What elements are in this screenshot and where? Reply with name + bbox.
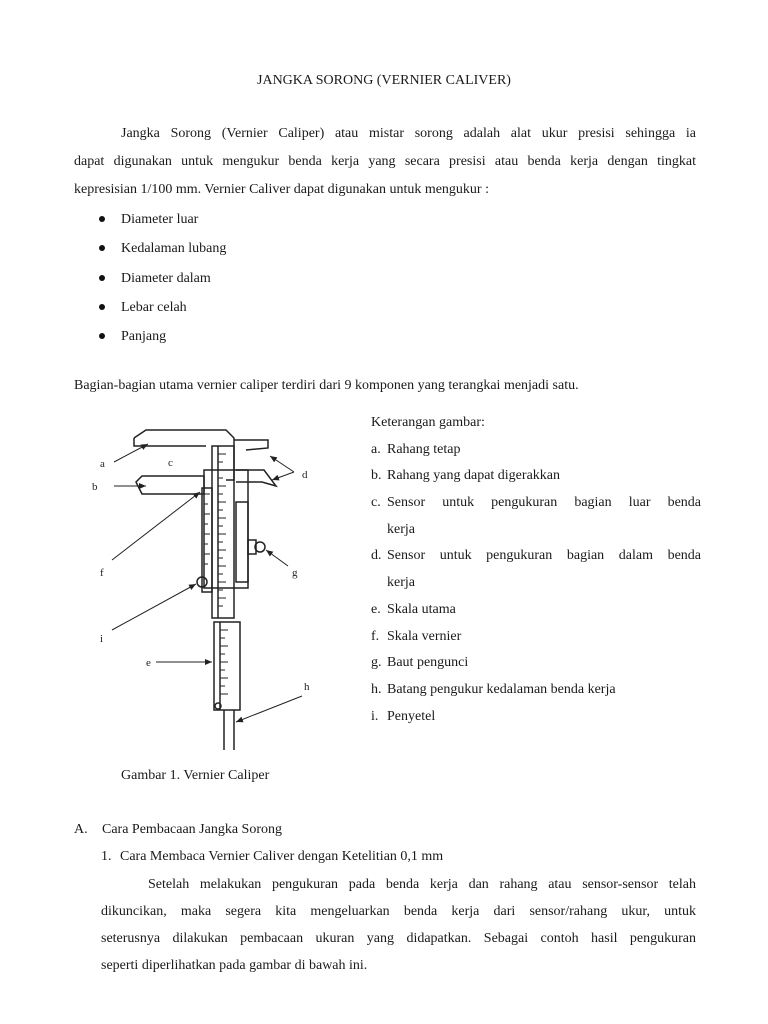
parts-intro: Bagian-bagian utama vernier caliper terdiri dari 9 komponen yang terangkai menjadi satu. bbox=[74, 378, 579, 393]
intro-line-3: kepresisian 1/100 mm. Vernier Caliver dapat digunakan untuk mengukur : bbox=[74, 182, 489, 197]
legend-item-continuation: kerja bbox=[387, 575, 415, 591]
legend-item-continuation: kerja bbox=[387, 521, 415, 537]
intro-line-1: Jangka Sorong (Vernier Caliper) atau mistar sorong adalah alat ukur presisi sehingga ia bbox=[121, 126, 696, 141]
figure-label-g: g bbox=[292, 567, 298, 579]
figure-label-f: f bbox=[100, 567, 104, 579]
vernier-caliper-figure bbox=[86, 410, 348, 755]
bullet-icon bbox=[99, 275, 105, 281]
figure-label-c: c bbox=[168, 457, 173, 469]
legend-item: f. Skala vernier bbox=[371, 628, 462, 644]
figure-label-d: d bbox=[302, 469, 308, 481]
intro-paragraph bbox=[74, 120, 696, 204]
legend-item: b. Rahang yang dapat digerakkan bbox=[371, 468, 560, 484]
bullet-icon bbox=[99, 216, 105, 222]
reading-paragraph bbox=[101, 871, 696, 979]
legend-heading: Keterangan gambar: bbox=[371, 415, 485, 430]
figure-label-a: a bbox=[100, 458, 105, 470]
reading-line-1: Setelah melakukan pengukuran pada benda kerja dan rahang atau sensor-sensor telah bbox=[148, 877, 696, 892]
document-title: JANGKA SORONG (VERNIER CALIVER) bbox=[257, 73, 511, 88]
figure-label-b: b bbox=[92, 481, 98, 493]
reading-line-3: seterusnya dilakukan pembacaan ukuran yang didapatkan. Sebagai contoh hasil pengukuran bbox=[101, 931, 696, 946]
legend-item: i. Penyetel bbox=[371, 708, 436, 724]
vernier-caliper-diagram bbox=[86, 410, 348, 755]
reading-line-4: seperti diperlihatkan pada gambar di bawah ini. bbox=[101, 958, 368, 973]
legend-item: d. Sensor untuk pengukuran bagian dalam benda bbox=[371, 548, 701, 564]
legend-item: a. Rahang tetap bbox=[371, 441, 461, 457]
reading-line-2: dikuncikan, maka segera kita mengeluarkan benda kerja dari sensor/rahang ukur, untuk bbox=[101, 904, 696, 919]
figure-label-i: i bbox=[100, 633, 104, 645]
bullet-icon bbox=[99, 333, 105, 339]
figure-caption: Gambar 1. Vernier Caliper bbox=[121, 768, 270, 783]
legend-item: h. Batang pengukur kedalaman benda kerja bbox=[371, 681, 616, 697]
figure-legend bbox=[371, 410, 701, 730]
legend-item: e. Skala utama bbox=[371, 601, 456, 617]
legend-item: g. Baut pengunci bbox=[371, 655, 469, 671]
bullet-icon bbox=[99, 245, 105, 251]
subsection-1-heading: 1. Cara Membaca Vernier Caliver dengan Ketelitian 0,1 mm bbox=[101, 849, 444, 864]
figure-label-h: h bbox=[304, 681, 310, 693]
bullet-icon bbox=[99, 304, 105, 310]
legend-item: c. Sensor untuk pengukuran bagian luar benda bbox=[371, 495, 701, 511]
intro-line-2: dapat digunakan untuk mengukur benda kerja yang secara presisi atau benda kerja dengan tingkat bbox=[74, 154, 696, 169]
figure-label-e: e bbox=[146, 657, 151, 669]
section-a-heading: A. Cara Pembacaan Jangka Sorong bbox=[74, 822, 282, 837]
